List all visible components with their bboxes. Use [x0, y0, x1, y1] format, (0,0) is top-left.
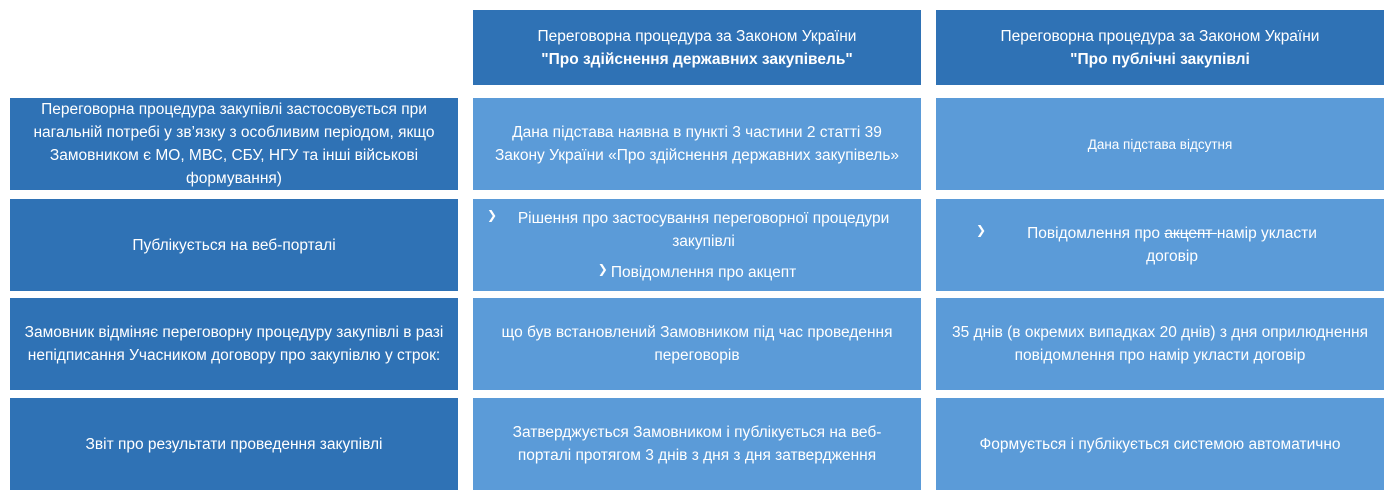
header-col1-line1: Переговорна процедура за Законом України — [537, 27, 857, 45]
list-item: ❯ Повідомлення про акцепт намір укласти договір — [976, 223, 1317, 265]
row3-col1-cell: що був встановлений Замовником під час проведення переговорів — [473, 298, 921, 390]
row3-col2-cell: 35 днів (в окремих випадках 20 днів) з дня оприлюднення повідомлення про намір укласти договір — [936, 298, 1384, 390]
list-item: ❯ Рішення про застосування переговорної процедури закупівлі — [487, 207, 890, 250]
row-label-urgent-need: Переговорна процедура закупівлі застосовується при нагальній потребі у зв’язку з особливим періодом, якщо Замовником є МО, МВС, СБУ, НГУ та інші військові формування) — [10, 98, 458, 190]
row1-col2-cell: Дана підстава відсутня — [936, 98, 1384, 190]
chevron-right-icon: ❯ — [487, 207, 498, 222]
row2-col2-cell — [936, 199, 1384, 291]
header-col1-line2: "Про здійснення державних закупівель" — [541, 50, 853, 68]
struck-text: акцепт — [1164, 225, 1217, 242]
row4-col2-cell: Формується і публікується системою автоматично — [936, 398, 1384, 490]
row4-col1-cell: Затверджується Замовником і публікується на веб-порталі протягом 3 днів з дня з дня затвердження — [473, 398, 921, 490]
row2-col1-cell — [473, 199, 921, 291]
header-col2-line2: "Про публічні закупівлі — [1070, 50, 1250, 68]
chevron-right-icon: ❯ — [976, 223, 987, 237]
chevron-right-icon: ❯ — [597, 261, 608, 276]
row-label-report: Звіт про результати проведення закупівлі — [10, 398, 458, 490]
header-col2-line1: Переговорна процедура за Законом України — [1000, 27, 1320, 45]
list-item: ❯ Повідомлення про акцепт — [597, 261, 797, 281]
row-label-cancellation: Замовник відміняє переговорну процедуру закупівлі в разі непідписання Учасником договору про закупівлю у строк: — [10, 298, 458, 390]
header-col-state-procurement — [473, 10, 921, 85]
row1-col1-cell: Дана підстава наявна в пункті 3 частини 2 статті 39 Закону України «Про здійснення державних закупівель» — [473, 98, 921, 190]
row-label-published-on-portal: Публікується на веб-порталі — [10, 199, 458, 291]
header-col-public-procurement — [936, 10, 1384, 85]
